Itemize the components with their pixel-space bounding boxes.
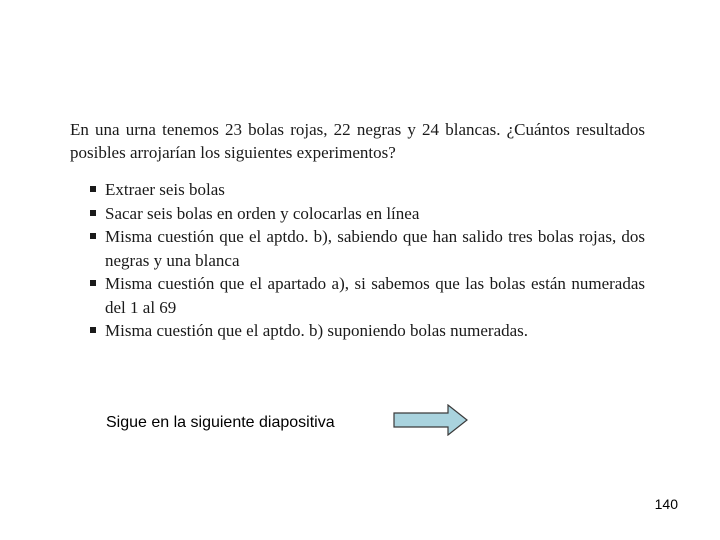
list-item [90,178,645,202]
list-item [90,319,645,343]
list-item-text: Misma cuestión que el aptdo. b) suponiendo bolas numeradas. [105,321,529,340]
list-item-text: Extraer seis bolas [105,180,225,199]
bullet-icon [90,186,96,192]
bullet-icon [90,280,96,286]
page-number: 140 [654,496,678,512]
right-arrow-icon[interactable] [393,404,469,436]
bullet-icon [90,210,96,216]
experiment-list [70,178,645,343]
problem-intro: En una urna tenemos 23 bolas rojas, 22 negras y 24 blancas. ¿Cuántos resultados posibles arrojarían los siguientes experimentos? [70,120,645,162]
problem-statement [70,118,645,343]
bullet-icon [90,327,96,333]
list-item-text: Sacar seis bolas en orden y colocarlas en línea [105,203,420,223]
bullet-icon [90,233,96,239]
continue-label: Sigue en la siguiente diapositiva [106,414,335,431]
list-item [90,272,645,319]
list-item-text: Misma cuestión que el aptdo. b), sabiendo que han salido tres bolas rojas, dos negras y una blanca [105,227,645,270]
list-item [90,202,645,226]
list-item-text: Misma cuestión que el apartado a), si sabemos que las bolas están numeradas del 1 al 69 [105,274,645,317]
list-item [90,225,645,272]
